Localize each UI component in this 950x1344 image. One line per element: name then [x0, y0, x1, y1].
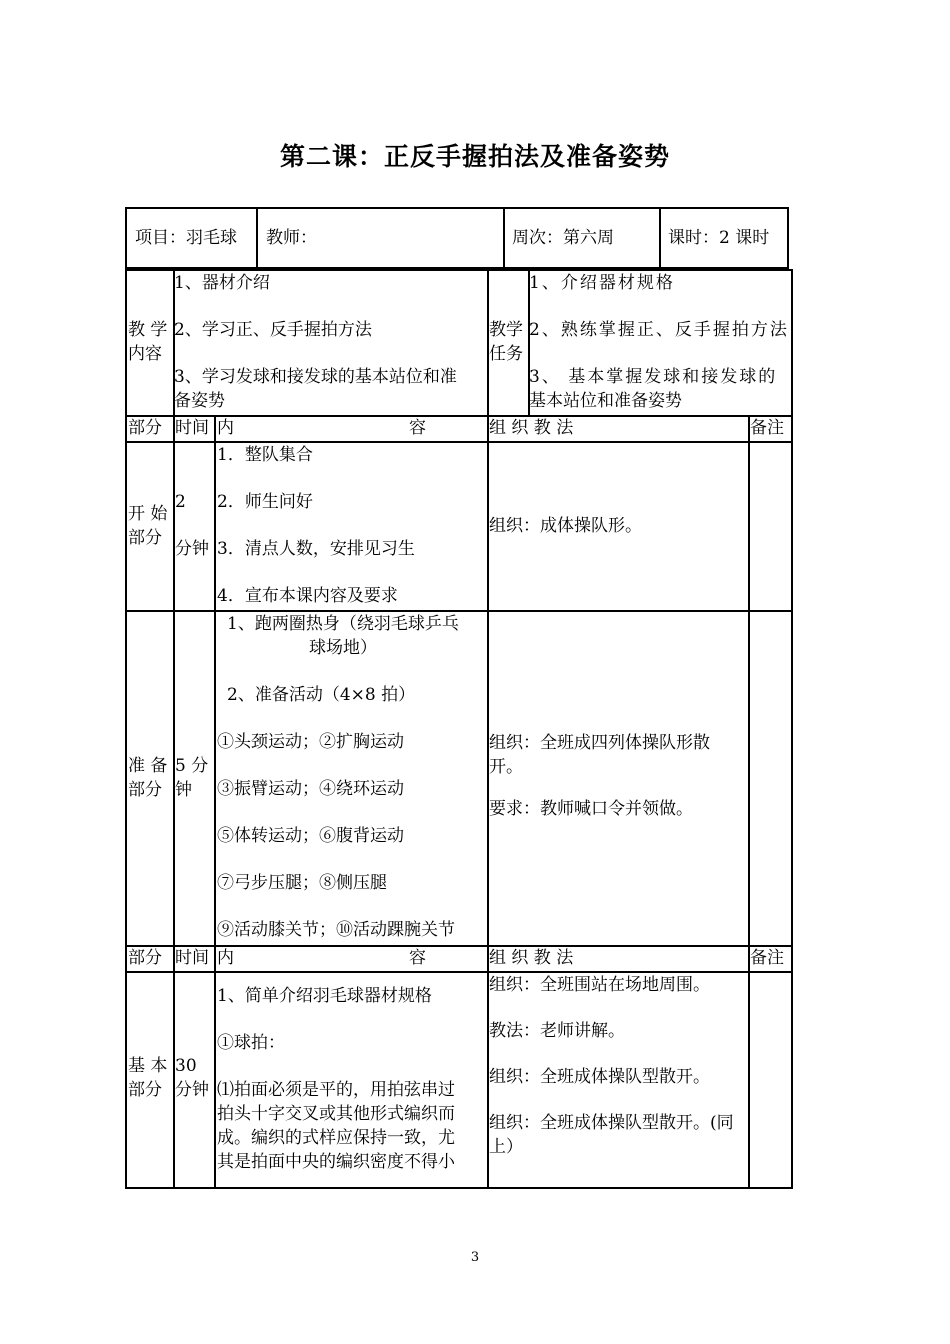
prep-method	[489, 731, 710, 821]
col-content-a: 内	[217, 418, 234, 438]
start-part-line2: 部分	[128, 528, 162, 548]
basic-time-line1: 30	[175, 1056, 197, 1076]
basic-method: 组织：全班成体操队型散开。	[489, 1067, 710, 1087]
start-time	[175, 490, 209, 561]
col-content-b: 容	[409, 418, 426, 438]
task-label-line2: 任务	[489, 344, 523, 364]
basic-methods	[489, 973, 734, 1159]
basic-item: 成。编织的式样应保持一致，尤	[217, 1128, 455, 1148]
start-time-line2: 分钟	[175, 539, 209, 559]
basic-item: 其是拍面中央的编织密度不得小	[217, 1152, 455, 1172]
prep-item: 2、准备活动（4×8 拍）	[227, 685, 416, 705]
prep-item: ⑨活动膝关节；⑩活动踝腕关节	[217, 920, 455, 940]
start-time-line1: 2	[175, 492, 186, 512]
content-label-line2: 内容	[128, 344, 162, 364]
page-title: 第二课：正反手握拍法及准备姿势	[279, 142, 670, 171]
project-cell: 项目：羽毛球	[135, 228, 237, 248]
content-line: 1、器材介绍	[174, 273, 270, 293]
task-line: 3、 基本掌握发球和接发球的	[529, 367, 778, 387]
content-label-line1: 教 学	[128, 320, 168, 340]
col-content-b: 容	[409, 948, 426, 968]
basic-items	[217, 984, 455, 1174]
prep-method-line: 开。	[489, 757, 523, 777]
col-method: 组 织 教 法	[489, 948, 574, 968]
prep-item: 球场地）	[309, 638, 377, 658]
prep-method-line: 组织：全班成四列体操队形散	[489, 733, 710, 753]
start-items	[217, 443, 415, 608]
teacher-cell: 教师：	[266, 228, 317, 248]
basic-item: ①球拍：	[217, 1033, 285, 1053]
basic-item: 拍头十字交叉或其他形式编织而	[217, 1104, 455, 1124]
col-note: 备注	[750, 948, 784, 968]
prep-time-line2: 钟	[175, 780, 192, 800]
content-line: 3、学习发球和接发球的基本站位和准	[174, 367, 457, 387]
basic-item: ⑴拍面必须是平的，用拍弦串过	[217, 1080, 455, 1100]
page-number: 3	[470, 1250, 480, 1265]
start-item: 2．师生问好	[217, 492, 313, 512]
prep-part-line1: 准 备	[128, 756, 168, 776]
start-part-label	[128, 502, 167, 550]
start-part-line1: 开 始	[128, 504, 168, 524]
content-list	[174, 271, 457, 413]
start-method: 组织：成体操队形。	[489, 516, 642, 536]
task-label	[489, 318, 523, 366]
start-item: 4．宣布本课内容及要求	[217, 586, 398, 606]
task-line: 2、熟练掌握正、反手握拍方法	[529, 320, 789, 340]
basic-time	[175, 1054, 209, 1102]
hours-cell: 课时：2 课时	[668, 228, 770, 248]
basic-method: 教法：老师讲解。	[489, 1021, 625, 1041]
week-cell: 周次：第六周	[512, 228, 614, 248]
col-note: 备注	[750, 418, 784, 438]
start-item: 1．整队集合	[217, 445, 313, 465]
prep-part-label	[128, 754, 167, 802]
col-time: 时间	[175, 948, 209, 968]
prep-time-line1: 5 分	[175, 756, 209, 776]
prep-part-line2: 部分	[128, 780, 162, 800]
col-method: 组 织 教 法	[489, 418, 574, 438]
prep-items	[217, 612, 459, 942]
basic-part-label	[128, 1054, 167, 1102]
col-part: 部分	[128, 418, 162, 438]
prep-item: ⑦弓步压腿；⑧侧压腿	[217, 873, 387, 893]
basic-time-line2: 分钟	[175, 1080, 209, 1100]
col-time: 时间	[175, 418, 209, 438]
prep-item: ③振臂运动；④绕环运动	[217, 779, 404, 799]
task-line: 1、介绍器材规格	[529, 273, 675, 293]
task-line: 基本站位和准备姿势	[529, 391, 682, 411]
basic-item: 1、简单介绍羽毛球器材规格	[217, 986, 432, 1006]
task-label-line1: 教学	[489, 320, 523, 340]
prep-item: 1、跑两圈热身（绕羽毛球乒乓	[227, 614, 459, 634]
content-label	[128, 318, 167, 366]
basic-method: 组织：全班成体操队型散开。(同	[489, 1113, 734, 1133]
content-line: 2、学习正、反手握拍方法	[174, 320, 372, 340]
col-part: 部分	[128, 948, 162, 968]
basic-part-line2: 部分	[128, 1080, 162, 1100]
basic-method: 组织：全班围站在场地周围。	[489, 975, 710, 995]
start-item: 3．清点人数，安排见习生	[217, 539, 415, 559]
col-content-a: 内	[217, 948, 234, 968]
task-list	[529, 271, 789, 413]
content-line: 备姿势	[174, 391, 225, 411]
prep-item: ①头颈运动；②扩胸运动	[217, 732, 404, 752]
lesson-header-row	[125, 207, 789, 269]
prep-time	[175, 754, 208, 802]
prep-item: ⑤体转运动；⑥腹背运动	[217, 826, 404, 846]
prep-method-line: 要求：教师喊口令并领做。	[489, 799, 693, 819]
basic-part-line1: 基 本	[128, 1056, 168, 1076]
basic-method: 上）	[489, 1137, 523, 1157]
